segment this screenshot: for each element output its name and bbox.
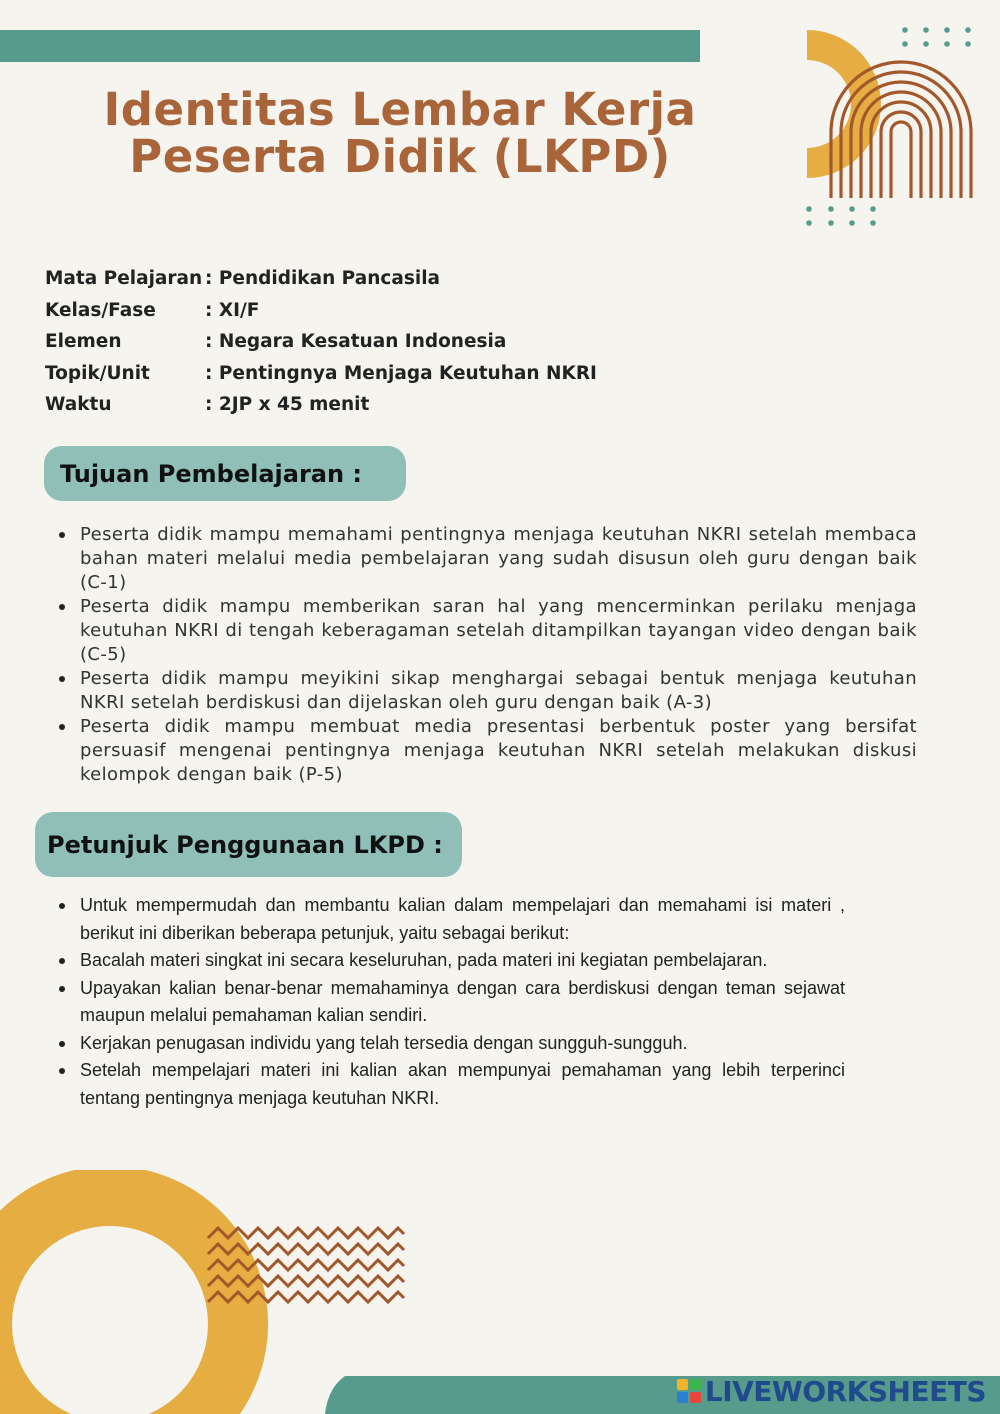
identity-row-waktu bbox=[45, 389, 745, 421]
identity-value: : XI/F bbox=[205, 299, 260, 321]
petunjuk-heading: Petunjuk Penggunaan LKPD : bbox=[35, 812, 462, 877]
dots-top bbox=[902, 27, 971, 47]
liveworksheets-wordmark: LIVEWORKSHEETS bbox=[704, 1374, 986, 1408]
identity-row-kelas-fase bbox=[45, 295, 745, 327]
liveworksheets-badge-icon bbox=[677, 1379, 701, 1403]
page-title bbox=[60, 83, 740, 183]
title-line-2: Peserta Didik (LKPD) bbox=[129, 130, 671, 183]
identity-row-mata-pelajaran bbox=[45, 263, 745, 295]
brown-arches bbox=[831, 62, 971, 198]
identity-key: Mata Pelajaran bbox=[45, 268, 203, 289]
list-item: Setelah mempelajari materi ini kalian akan mempunyai pemahaman yang lebih terperinci tentang pentingnya menjaga keutuhan NKRI. bbox=[46, 1057, 845, 1112]
identity-key: Waktu bbox=[45, 394, 112, 415]
list-item: Upayakan kalian benar-benar memahaminya dengan cara berdiskusi dengan teman sejawat maupun melalui pemahaman kalian sendiri. bbox=[46, 975, 845, 1030]
list-item: Untuk mempermudah dan membantu kalian dalam mempelajari dan memahami isi materi , berikut ini diberikan beberapa petunjuk, yaitu sebagai berikut: bbox=[46, 892, 845, 947]
dots-bottom bbox=[806, 206, 876, 226]
list-item: Peserta didik mampu memahami pentingnya menjaga keutuhan NKRI setelah membaca bahan materi melalui media pembelajaran yang sudah disusun oleh guru dengan baik (C-1) bbox=[46, 523, 917, 595]
identity-value: : Negara Kesatuan Indonesia bbox=[205, 331, 507, 352]
identity-value: : 2JP x 45 menit bbox=[205, 394, 370, 415]
identity-key: Elemen bbox=[45, 331, 122, 352]
tujuan-heading: Tujuan Pembelajaran : bbox=[44, 446, 406, 501]
list-item: Peserta didik mampu membuat media presentasi berbentuk poster yang bersifat persuasif mengenai pentingnya menjaga keutuhan NKRI setelah melakukan diskusi kelompok dengan baik (P-5) bbox=[46, 715, 917, 787]
list-item: Bacalah materi singkat ini secara keseluruhan, pada materi ini kegiatan pembelajaran. bbox=[46, 947, 845, 975]
identity-value: : Pendidikan Pancasila bbox=[205, 268, 441, 289]
liveworksheets-logo bbox=[677, 1375, 986, 1407]
identity-row-topik-unit bbox=[45, 358, 745, 390]
petunjuk-list bbox=[46, 892, 845, 1112]
identity-key: Kelas/Fase bbox=[45, 299, 156, 321]
identity-value: : Pentingnya Menjaga Keutuhan NKRI bbox=[205, 362, 597, 384]
top-teal-bar bbox=[0, 30, 700, 62]
identity-row-elemen bbox=[45, 326, 745, 358]
list-item: Peserta didik mampu memberikan saran hal yang mencerminkan perilaku menjaga keutuhan NKRI di tengah keberagaman setelah ditampilkan tayangan video dengan baik (C-5) bbox=[46, 595, 917, 667]
list-item: Peserta didik mampu meyikini sikap menghargai sebagai bentuk menjaga keutuhan NKRI setelah berdiskusi dan dijelaskan oleh guru dengan baik (A-3) bbox=[46, 667, 917, 715]
identity-key: Topik/Unit bbox=[45, 362, 150, 384]
title-line-1: Identitas Lembar Kerja bbox=[103, 83, 697, 136]
identity-table bbox=[45, 263, 745, 421]
list-item: Kerjakan penugasan individu yang telah tersedia dengan sungguh-sungguh. bbox=[46, 1030, 845, 1058]
tujuan-list bbox=[46, 523, 917, 787]
decorative-arch-graphic bbox=[795, 20, 995, 235]
